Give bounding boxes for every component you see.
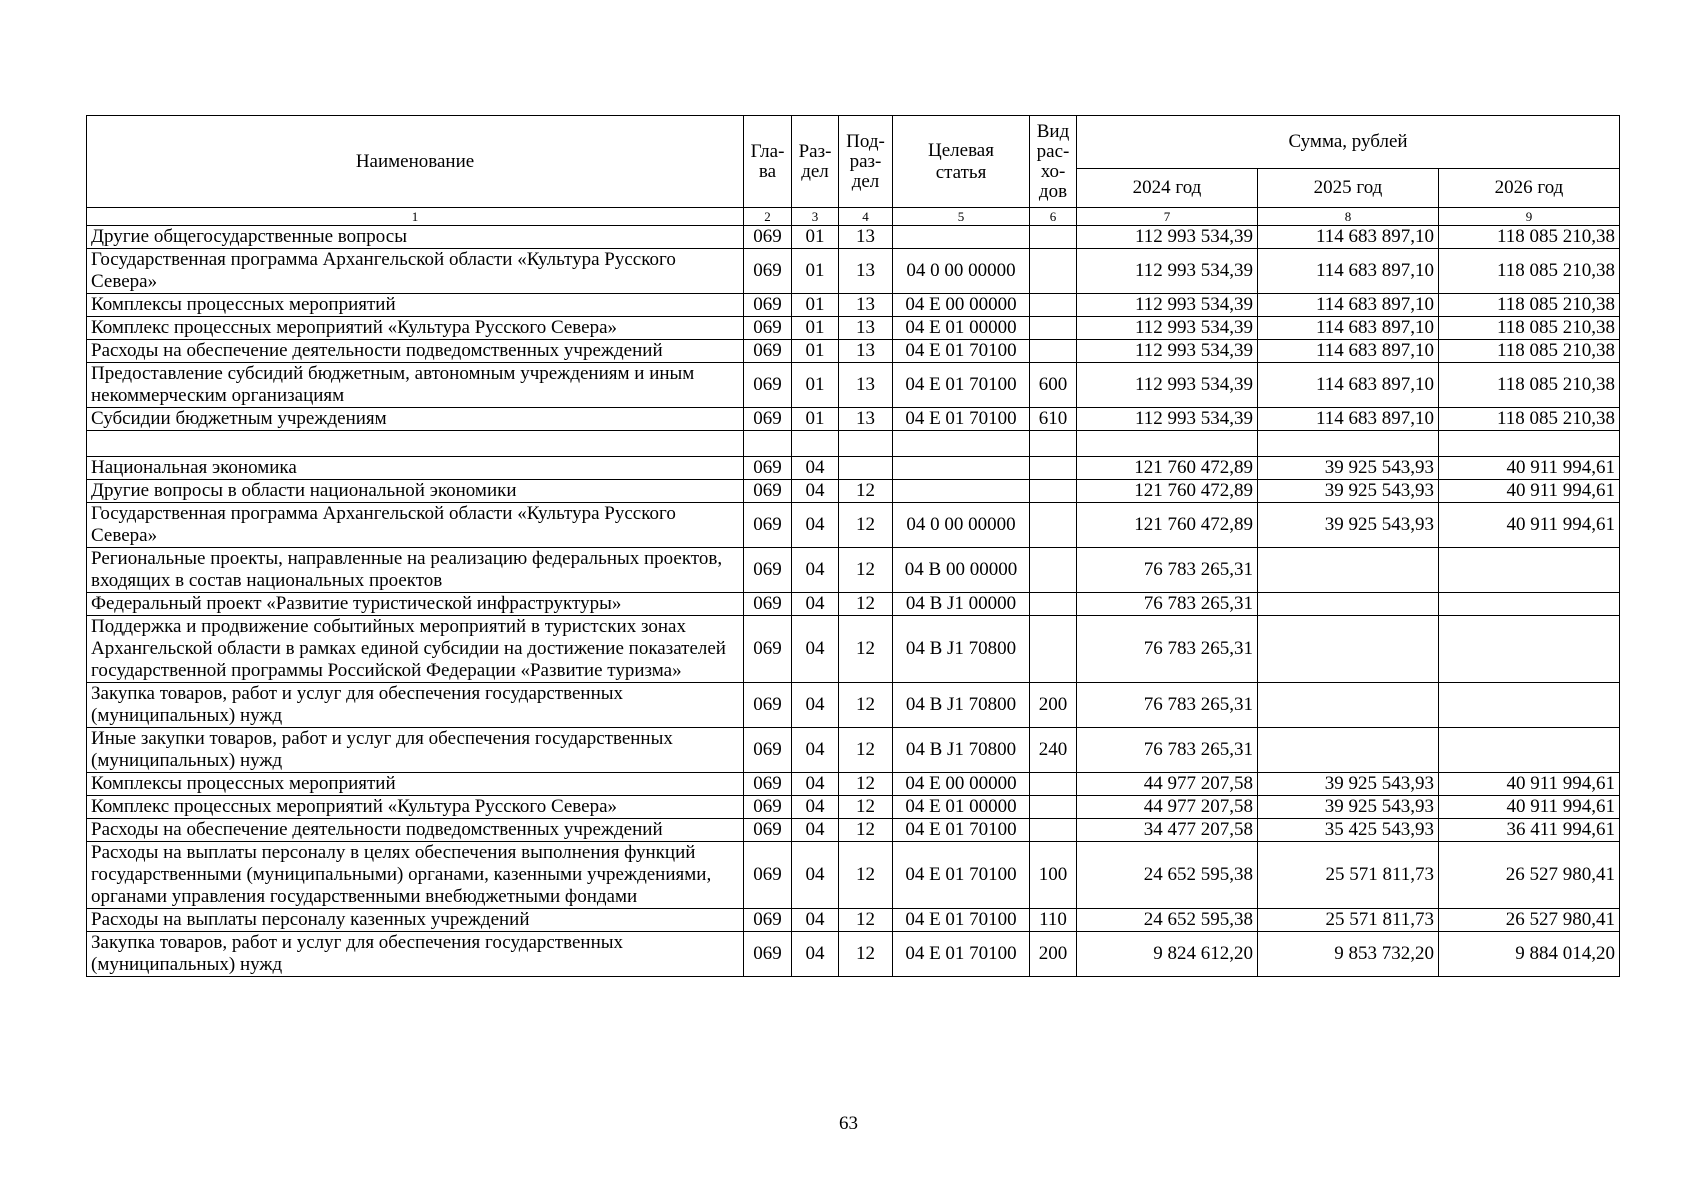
cell-amount-2025 <box>1258 683 1439 728</box>
cell-target-article: 04 Е 01 70100 <box>893 819 1030 842</box>
cell-amount-2026: 26 527 980,41 <box>1439 842 1620 909</box>
cell-name: Закупка товаров, работ и услуг для обеспечения государственных (муниципальных) нужд <box>87 683 744 728</box>
cell-glava: 069 <box>744 226 792 249</box>
cell-podrazdel: 12 <box>839 819 893 842</box>
cell-glava: 069 <box>744 842 792 909</box>
cell-razdel: 04 <box>792 819 839 842</box>
cell-name: Иные закупки товаров, работ и услуг для обеспечения государственных (муниципальных) нужд <box>87 728 744 773</box>
cell-amount-2024: 121 760 472,89 <box>1077 480 1258 503</box>
cell-glava: 069 <box>744 796 792 819</box>
cell-name: Расходы на обеспечение деятельности подведомственных учреждений <box>87 340 744 363</box>
cell-glava: 069 <box>744 249 792 294</box>
cell-expense-type: 100 <box>1030 842 1077 909</box>
cell-amount-2026: 26 527 980,41 <box>1439 909 1620 932</box>
cell-glava: 069 <box>744 548 792 593</box>
cell-razdel: 04 <box>792 796 839 819</box>
cell-razdel: 01 <box>792 226 839 249</box>
cell-amount-2025: 25 571 811,73 <box>1258 842 1439 909</box>
table-row <box>87 819 1620 842</box>
cell-amount-2024: 34 477 207,58 <box>1077 819 1258 842</box>
header-glava: Гла- ва <box>744 116 792 208</box>
cell-amount-2024: 76 783 265,31 <box>1077 728 1258 773</box>
cell-name: Поддержка и продвижение событийных мероприятий в туристских зонах Архангельской области в рамках единой субсидии на достижение показателей государственной программы Российской Федерации «Развитие туризма» <box>87 616 744 683</box>
table-row <box>87 363 1620 408</box>
cell-name: Комплексы процессных мероприятий <box>87 294 744 317</box>
cell-glava: 069 <box>744 683 792 728</box>
cell-name: Государственная программа Архангельской области «Культура Русского Севера» <box>87 249 744 294</box>
cell-amount-2026: 118 085 210,38 <box>1439 294 1620 317</box>
cell-glava: 069 <box>744 909 792 932</box>
cell-amount-2025: 25 571 811,73 <box>1258 909 1439 932</box>
cell-amount-2024: 121 760 472,89 <box>1077 503 1258 548</box>
header-name: Наименование <box>87 116 744 208</box>
cell-glava: 069 <box>744 408 792 431</box>
cell-podrazdel: 13 <box>839 294 893 317</box>
cell-amount-2024: 76 783 265,31 <box>1077 593 1258 616</box>
column-number: 5 <box>893 208 1030 226</box>
cell-razdel: 04 <box>792 593 839 616</box>
cell-amount-2024: 112 993 534,39 <box>1077 294 1258 317</box>
cell-podrazdel: 13 <box>839 249 893 294</box>
table-row <box>87 340 1620 363</box>
cell-podrazdel <box>839 457 893 480</box>
cell-target-article <box>893 226 1030 249</box>
cell-amount-2025: 114 683 897,10 <box>1258 408 1439 431</box>
cell-amount-2025: 114 683 897,10 <box>1258 249 1439 294</box>
column-number: 8 <box>1258 208 1439 226</box>
cell-target-article: 04 Е 00 00000 <box>893 294 1030 317</box>
cell-name: Другие общегосударственные вопросы <box>87 226 744 249</box>
table-row <box>87 728 1620 773</box>
column-number: 4 <box>839 208 893 226</box>
cell-name: Региональные проекты, направленные на реализацию федеральных проектов, входящих в состав национальных проектов <box>87 548 744 593</box>
cell-glava: 069 <box>744 340 792 363</box>
cell-target-article: 04 Е 01 70100 <box>893 932 1030 977</box>
cell-podrazdel: 12 <box>839 796 893 819</box>
cell-amount-2025: 39 925 543,93 <box>1258 773 1439 796</box>
cell-amount-2025 <box>1258 431 1439 457</box>
cell-amount-2024: 112 993 534,39 <box>1077 249 1258 294</box>
cell-glava: 069 <box>744 819 792 842</box>
cell-name: Закупка товаров, работ и услуг для обеспечения государственных (муниципальных) нужд <box>87 932 744 977</box>
column-number: 2 <box>744 208 792 226</box>
cell-razdel: 01 <box>792 294 839 317</box>
cell-razdel: 01 <box>792 317 839 340</box>
cell-podrazdel: 13 <box>839 363 893 408</box>
cell-razdel: 04 <box>792 548 839 593</box>
table-row <box>87 683 1620 728</box>
cell-razdel: 04 <box>792 480 839 503</box>
cell-expense-type <box>1030 503 1077 548</box>
cell-target-article: 04 Е 01 70100 <box>893 363 1030 408</box>
cell-razdel: 04 <box>792 773 839 796</box>
table-row <box>87 317 1620 340</box>
cell-glava: 069 <box>744 593 792 616</box>
cell-amount-2025 <box>1258 616 1439 683</box>
column-number: 3 <box>792 208 839 226</box>
cell-podrazdel: 12 <box>839 503 893 548</box>
cell-podrazdel: 12 <box>839 683 893 728</box>
page-number: 63 <box>839 1113 858 1134</box>
cell-razdel: 04 <box>792 842 839 909</box>
cell-amount-2025: 114 683 897,10 <box>1258 294 1439 317</box>
cell-target-article: 04 В J1 00000 <box>893 593 1030 616</box>
cell-expense-type <box>1030 819 1077 842</box>
cell-expense-type: 240 <box>1030 728 1077 773</box>
cell-expense-type: 610 <box>1030 408 1077 431</box>
header-year-2026: 2026 год <box>1439 169 1620 208</box>
cell-target-article <box>893 457 1030 480</box>
cell-expense-type <box>1030 249 1077 294</box>
cell-podrazdel: 12 <box>839 548 893 593</box>
cell-amount-2026: 118 085 210,38 <box>1439 340 1620 363</box>
cell-target-article: 04 Е 01 00000 <box>893 317 1030 340</box>
cell-amount-2024: 24 652 595,38 <box>1077 909 1258 932</box>
table-row <box>87 616 1620 683</box>
cell-razdel: 01 <box>792 249 839 294</box>
cell-name: Государственная программа Архангельской области «Культура Русского Севера» <box>87 503 744 548</box>
cell-amount-2026: 9 884 014,20 <box>1439 932 1620 977</box>
cell-amount-2024 <box>1077 431 1258 457</box>
column-number: 6 <box>1030 208 1077 226</box>
cell-expense-type <box>1030 294 1077 317</box>
cell-name <box>87 431 744 457</box>
cell-name: Комплексы процессных мероприятий <box>87 773 744 796</box>
cell-glava: 069 <box>744 363 792 408</box>
table-row <box>87 503 1620 548</box>
cell-amount-2026: 40 911 994,61 <box>1439 457 1620 480</box>
cell-amount-2025 <box>1258 728 1439 773</box>
table-row <box>87 909 1620 932</box>
cell-amount-2026 <box>1439 728 1620 773</box>
column-number: 1 <box>87 208 744 226</box>
cell-target-article: 04 0 00 00000 <box>893 249 1030 294</box>
cell-name: Комплекс процессных мероприятий «Культура Русского Севера» <box>87 317 744 340</box>
cell-name: Другие вопросы в области национальной экономики <box>87 480 744 503</box>
cell-amount-2026 <box>1439 431 1620 457</box>
table-row <box>87 842 1620 909</box>
cell-amount-2025: 114 683 897,10 <box>1258 340 1439 363</box>
cell-podrazdel: 12 <box>839 728 893 773</box>
table-row <box>87 480 1620 503</box>
cell-target-article <box>893 480 1030 503</box>
cell-name: Расходы на выплаты персоналу казенных учреждений <box>87 909 744 932</box>
cell-name: Субсидии бюджетным учреждениям <box>87 408 744 431</box>
cell-amount-2025: 114 683 897,10 <box>1258 363 1439 408</box>
cell-amount-2025: 35 425 543,93 <box>1258 819 1439 842</box>
cell-glava: 069 <box>744 317 792 340</box>
cell-amount-2026 <box>1439 683 1620 728</box>
cell-podrazdel <box>839 431 893 457</box>
cell-amount-2026: 118 085 210,38 <box>1439 363 1620 408</box>
cell-target-article: 04 В J1 70800 <box>893 683 1030 728</box>
cell-target-article: 04 0 00 00000 <box>893 503 1030 548</box>
table-header <box>87 116 1620 226</box>
cell-podrazdel: 13 <box>839 317 893 340</box>
cell-amount-2024: 112 993 534,39 <box>1077 317 1258 340</box>
cell-expense-type <box>1030 548 1077 593</box>
table-row <box>87 773 1620 796</box>
table-row <box>87 457 1620 480</box>
budget-table <box>86 115 1620 977</box>
cell-amount-2026: 40 911 994,61 <box>1439 773 1620 796</box>
cell-name: Расходы на обеспечение деятельности подведомственных учреждений <box>87 819 744 842</box>
cell-glava: 069 <box>744 457 792 480</box>
cell-glava: 069 <box>744 932 792 977</box>
cell-amount-2025: 9 853 732,20 <box>1258 932 1439 977</box>
cell-podrazdel: 12 <box>839 842 893 909</box>
cell-name: Расходы на выплаты персоналу в целях обеспечения выполнения функций государственными (муниципальными) органами, казенными учреждениями, органами управления государственными внебюджетными фондами <box>87 842 744 909</box>
table-body <box>87 226 1620 977</box>
header-sum-group: Сумма, рублей <box>1077 116 1620 169</box>
cell-name: Национальная экономика <box>87 457 744 480</box>
cell-expense-type <box>1030 340 1077 363</box>
cell-glava: 069 <box>744 503 792 548</box>
cell-amount-2024: 44 977 207,58 <box>1077 796 1258 819</box>
cell-amount-2025: 114 683 897,10 <box>1258 226 1439 249</box>
cell-name: Предоставление субсидий бюджетным, автономным учреждениям и иным некоммерческим организациям <box>87 363 744 408</box>
column-number: 9 <box>1439 208 1620 226</box>
cell-amount-2024: 24 652 595,38 <box>1077 842 1258 909</box>
cell-razdel: 04 <box>792 503 839 548</box>
cell-amount-2026: 118 085 210,38 <box>1439 317 1620 340</box>
cell-podrazdel: 12 <box>839 909 893 932</box>
cell-glava: 069 <box>744 728 792 773</box>
cell-amount-2026 <box>1439 593 1620 616</box>
cell-amount-2024: 76 783 265,31 <box>1077 548 1258 593</box>
cell-amount-2024: 121 760 472,89 <box>1077 457 1258 480</box>
cell-amount-2025: 39 925 543,93 <box>1258 796 1439 819</box>
cell-expense-type <box>1030 593 1077 616</box>
cell-amount-2025: 39 925 543,93 <box>1258 480 1439 503</box>
table-row <box>87 294 1620 317</box>
header-podrazdel: Под- раз- дел <box>839 116 893 208</box>
cell-amount-2024: 112 993 534,39 <box>1077 408 1258 431</box>
cell-expense-type <box>1030 480 1077 503</box>
cell-glava: 069 <box>744 773 792 796</box>
cell-target-article: 04 Е 01 00000 <box>893 796 1030 819</box>
table-row <box>87 226 1620 249</box>
cell-amount-2024: 44 977 207,58 <box>1077 773 1258 796</box>
cell-podrazdel: 13 <box>839 408 893 431</box>
cell-amount-2026: 118 085 210,38 <box>1439 408 1620 431</box>
cell-target-article <box>893 431 1030 457</box>
cell-amount-2024: 9 824 612,20 <box>1077 932 1258 977</box>
cell-glava <box>744 431 792 457</box>
cell-target-article: 04 В J1 70800 <box>893 616 1030 683</box>
budget-sheet <box>86 115 1619 977</box>
cell-target-article: 04 Е 00 00000 <box>893 773 1030 796</box>
table-row <box>87 593 1620 616</box>
cell-amount-2026: 36 411 994,61 <box>1439 819 1620 842</box>
cell-razdel: 04 <box>792 616 839 683</box>
cell-amount-2025: 39 925 543,93 <box>1258 503 1439 548</box>
header-razdel: Раз- дел <box>792 116 839 208</box>
cell-razdel: 04 <box>792 728 839 773</box>
cell-expense-type <box>1030 773 1077 796</box>
cell-amount-2026 <box>1439 616 1620 683</box>
cell-amount-2025 <box>1258 593 1439 616</box>
header-expense-type: Вид рас- хо- дов <box>1030 116 1077 208</box>
cell-amount-2024: 112 993 534,39 <box>1077 340 1258 363</box>
cell-amount-2026: 118 085 210,38 <box>1439 226 1620 249</box>
cell-expense-type: 110 <box>1030 909 1077 932</box>
header-year-2025: 2025 год <box>1258 169 1439 208</box>
table-row <box>87 548 1620 593</box>
cell-expense-type <box>1030 317 1077 340</box>
cell-amount-2025: 39 925 543,93 <box>1258 457 1439 480</box>
cell-expense-type <box>1030 616 1077 683</box>
header-target-article: Целевая статья <box>893 116 1030 208</box>
table-row <box>87 932 1620 977</box>
cell-razdel: 04 <box>792 457 839 480</box>
cell-expense-type: 600 <box>1030 363 1077 408</box>
cell-expense-type: 200 <box>1030 932 1077 977</box>
cell-glava: 069 <box>744 480 792 503</box>
cell-glava: 069 <box>744 294 792 317</box>
cell-podrazdel: 12 <box>839 616 893 683</box>
cell-target-article: 04 Е 01 70100 <box>893 340 1030 363</box>
table-row <box>87 249 1620 294</box>
cell-name: Федеральный проект «Развитие туристической инфраструктуры» <box>87 593 744 616</box>
cell-razdel: 01 <box>792 408 839 431</box>
cell-glava: 069 <box>744 616 792 683</box>
cell-amount-2024: 76 783 265,31 <box>1077 683 1258 728</box>
cell-name: Комплекс процессных мероприятий «Культура Русского Севера» <box>87 796 744 819</box>
cell-amount-2025 <box>1258 548 1439 593</box>
cell-amount-2024: 76 783 265,31 <box>1077 616 1258 683</box>
cell-razdel <box>792 431 839 457</box>
cell-podrazdel: 13 <box>839 226 893 249</box>
cell-amount-2024: 112 993 534,39 <box>1077 363 1258 408</box>
cell-podrazdel: 12 <box>839 593 893 616</box>
cell-target-article: 04 Е 01 70100 <box>893 842 1030 909</box>
cell-amount-2024: 112 993 534,39 <box>1077 226 1258 249</box>
cell-amount-2026: 40 911 994,61 <box>1439 503 1620 548</box>
cell-podrazdel: 13 <box>839 340 893 363</box>
cell-podrazdel: 12 <box>839 480 893 503</box>
cell-target-article: 04 Е 01 70100 <box>893 909 1030 932</box>
table-row <box>87 796 1620 819</box>
cell-expense-type: 200 <box>1030 683 1077 728</box>
cell-razdel: 04 <box>792 909 839 932</box>
cell-amount-2026: 118 085 210,38 <box>1439 249 1620 294</box>
table-row <box>87 408 1620 431</box>
cell-podrazdel: 12 <box>839 932 893 977</box>
cell-amount-2026: 40 911 994,61 <box>1439 480 1620 503</box>
cell-expense-type <box>1030 457 1077 480</box>
cell-target-article: 04 В J1 70800 <box>893 728 1030 773</box>
cell-expense-type <box>1030 226 1077 249</box>
cell-podrazdel: 12 <box>839 773 893 796</box>
cell-razdel: 01 <box>792 363 839 408</box>
cell-target-article: 04 В 00 00000 <box>893 548 1030 593</box>
cell-amount-2026: 40 911 994,61 <box>1439 796 1620 819</box>
cell-razdel: 04 <box>792 683 839 728</box>
cell-expense-type <box>1030 796 1077 819</box>
column-number: 7 <box>1077 208 1258 226</box>
cell-expense-type <box>1030 431 1077 457</box>
table-row <box>87 431 1620 457</box>
cell-target-article: 04 Е 01 70100 <box>893 408 1030 431</box>
cell-amount-2025: 114 683 897,10 <box>1258 317 1439 340</box>
cell-razdel: 04 <box>792 932 839 977</box>
column-number-row <box>87 208 1620 226</box>
cell-amount-2026 <box>1439 548 1620 593</box>
cell-razdel: 01 <box>792 340 839 363</box>
header-year-2024: 2024 год <box>1077 169 1258 208</box>
